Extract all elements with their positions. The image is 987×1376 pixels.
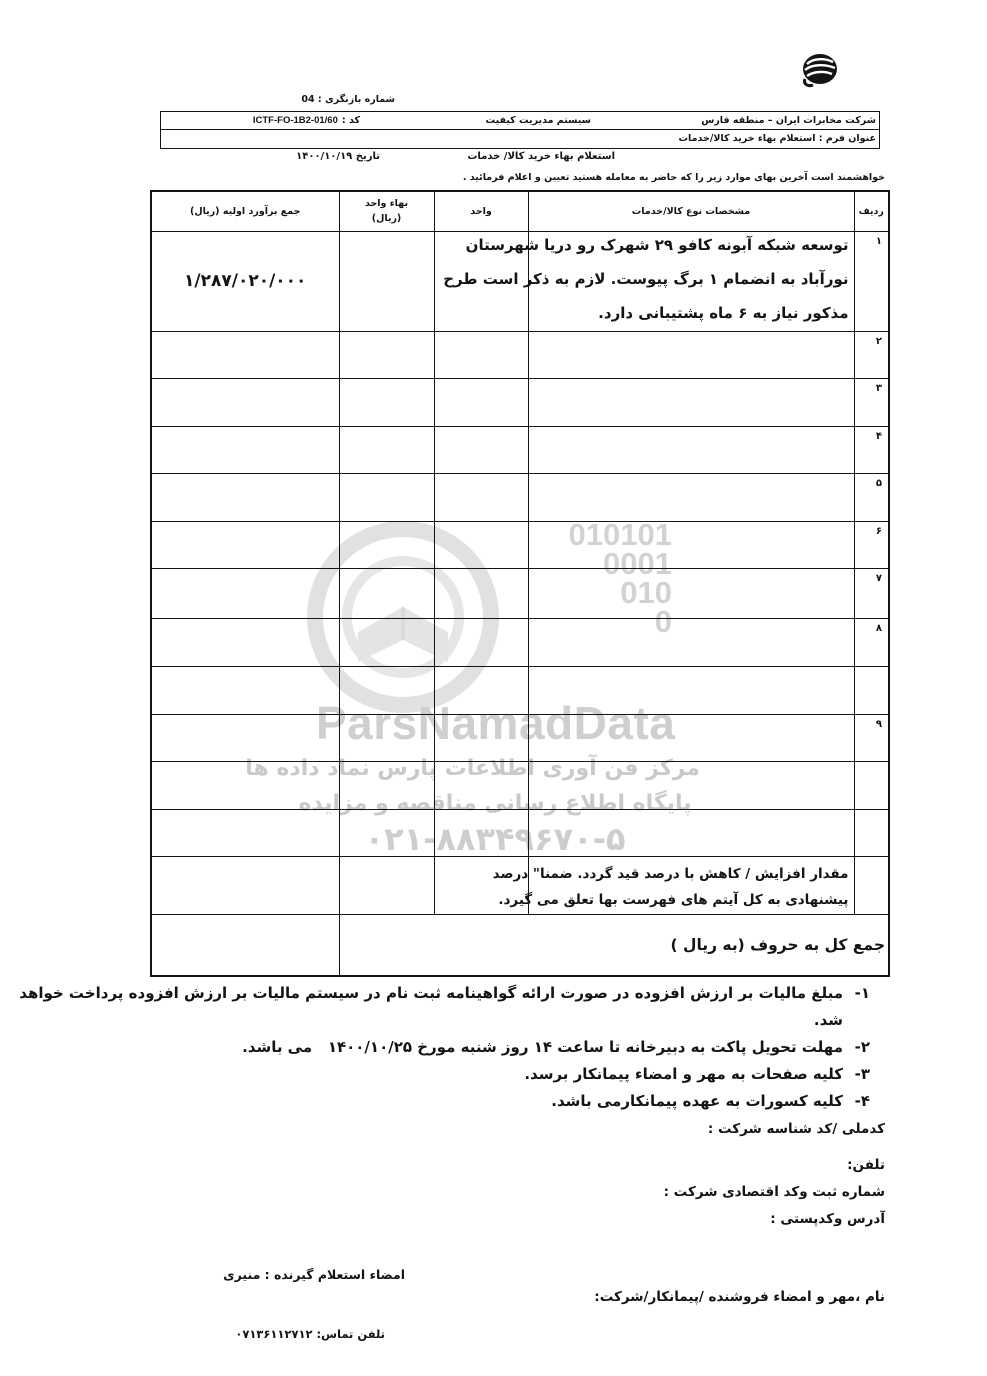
watermark-line: مرکز فن آوری اطلاعات پارس نماد داده ها bbox=[245, 756, 700, 781]
note-text bbox=[242, 1034, 843, 1061]
table-row bbox=[151, 331, 889, 378]
unit-price-cell bbox=[339, 761, 434, 809]
form-code bbox=[253, 112, 360, 130]
note-text bbox=[19, 980, 843, 1034]
estimate-total-cell bbox=[151, 521, 339, 568]
note-text bbox=[551, 1088, 843, 1115]
phone-label: تلفن: bbox=[847, 1157, 885, 1173]
row-number-cell: ۳ bbox=[854, 378, 889, 426]
item-spec-line: نورآباد به انضمام ۱ برگ پیوست. لازم به ذکر است طرح bbox=[443, 269, 849, 288]
form-header-row bbox=[161, 130, 879, 148]
note-number: ۴- bbox=[854, 1092, 870, 1110]
table-row bbox=[151, 618, 889, 666]
column-header-unit: واحد bbox=[434, 191, 528, 231]
unit-price-cell bbox=[339, 618, 434, 666]
watermark-bits-line: 010 bbox=[620, 575, 672, 610]
table-row bbox=[151, 426, 889, 473]
unit-price-cell bbox=[339, 231, 434, 331]
adjustment-note-cell bbox=[492, 856, 854, 914]
estimate-total-cell bbox=[151, 761, 339, 809]
note-item bbox=[125, 1088, 870, 1115]
adjustment-note-line: پیشنهادی به کل آیتم های فهرست بها تعلق می گیرد. bbox=[498, 891, 849, 908]
estimate-total-cell bbox=[151, 568, 339, 618]
estimate-total-cell bbox=[151, 426, 339, 473]
registration-label: شماره ثبت وکد اقتصادی شرکت : bbox=[663, 1184, 885, 1200]
item-spec-cell bbox=[528, 378, 854, 426]
contact-phone: تلفن تماس: ۰۷۱۳۶۱۱۲۷۱۲ bbox=[235, 1327, 385, 1341]
row-number-cell: ۵ bbox=[854, 473, 889, 521]
document-title: استعلام بهاء خرید کالا/ خدمات bbox=[467, 151, 615, 162]
unit-price-cell bbox=[339, 856, 434, 914]
unit-cell bbox=[434, 521, 528, 568]
estimate-total-cell bbox=[151, 331, 339, 378]
row-number-cell: ۱ bbox=[854, 231, 889, 331]
note-line: کلیه کسورات به عهده پیمانکارمی باشد. bbox=[551, 1092, 843, 1110]
estimate-total-cell bbox=[151, 666, 339, 714]
notes-list bbox=[19, 980, 870, 1115]
item-spec-cell bbox=[528, 714, 854, 761]
unit-cell bbox=[434, 714, 528, 761]
table-row bbox=[151, 568, 889, 618]
estimate-total-cell bbox=[151, 809, 339, 856]
unit-cell bbox=[434, 331, 528, 378]
note-line: مهلت تحویل پاکت به دبیرخانه تا ساعت ۱۴ روز شنبه مورخ ۱۴۰۰/۱۰/۲۵ می باشد. bbox=[242, 1038, 843, 1056]
note-line: شد. bbox=[813, 1011, 843, 1029]
unit-cell bbox=[434, 378, 528, 426]
unit-cell bbox=[434, 761, 528, 809]
note-line: کلیه صفحات به مهر و امضاء پیمانکار برسد. bbox=[524, 1065, 843, 1083]
estimate-total-cell bbox=[151, 378, 339, 426]
system-name: سیستم مدیریت کیفیت bbox=[485, 115, 591, 126]
form-title: عنوان فرم : استعلام بهاء خرید کالا/خدمات bbox=[678, 133, 876, 144]
unit-price-cell bbox=[339, 809, 434, 856]
estimate-total-cell bbox=[151, 856, 339, 914]
row-number-cell bbox=[854, 761, 889, 809]
unit-cell bbox=[434, 666, 528, 714]
table-row bbox=[151, 761, 889, 809]
item-spec-line: توسعه شبکه آبونه کافو ۲۹ شهرک رو دریا شهرستان bbox=[465, 235, 849, 254]
form-header-row bbox=[161, 112, 879, 130]
table-body bbox=[151, 231, 889, 856]
row-number-cell bbox=[854, 666, 889, 714]
total-in-words-value-cell bbox=[151, 914, 339, 976]
items-table bbox=[150, 190, 890, 977]
document-date: تاریخ ۱۴۰۰/۱۰/۱۹ bbox=[296, 151, 380, 162]
row-number-cell: ۷ bbox=[854, 568, 889, 618]
address-label: آدرس وکدپستی : bbox=[770, 1211, 885, 1227]
note-line: مبلغ مالیات بر ارزش افزوده در صورت ارائه گواهینامه ثبت نام در سیستم مالیات بر ارزش افزوده پرداخت خواهد bbox=[19, 984, 843, 1002]
row-number-cell bbox=[854, 809, 889, 856]
unit-price-currency: (ریال) bbox=[371, 213, 402, 225]
column-header-spec: مشخصات نوع کالا/خدمات bbox=[528, 191, 854, 231]
item-spec-cell bbox=[528, 426, 854, 473]
adjustment-note-row bbox=[151, 856, 889, 914]
row-number-cell: ۹ bbox=[854, 714, 889, 761]
watermark-bits-line: 010101 bbox=[568, 517, 672, 552]
watermark-bits-line: 0001 bbox=[603, 546, 672, 581]
column-header-estimate-total: جمع برآورد اولیه (ریال) bbox=[151, 191, 339, 231]
note-item bbox=[125, 1034, 870, 1061]
estimate-total-cell bbox=[151, 714, 339, 761]
unit-price-cell bbox=[339, 378, 434, 426]
item-spec-cell bbox=[528, 331, 854, 378]
watermark-brand: ParsNamadData bbox=[316, 697, 676, 749]
table-row bbox=[151, 521, 889, 568]
unit-price-cell bbox=[339, 714, 434, 761]
unit-price-cell bbox=[339, 331, 434, 378]
row-number-cell: ۸ bbox=[854, 618, 889, 666]
table-header-row bbox=[151, 191, 889, 231]
national-id-label: کدملی /کد شناسه شرکت : bbox=[707, 1121, 885, 1137]
table-row bbox=[151, 231, 889, 331]
receiver-signature-label: امضاء استعلام گیرنده : منیری bbox=[223, 1267, 405, 1282]
unit-cell bbox=[434, 473, 528, 521]
row-number-cell: ۶ bbox=[854, 521, 889, 568]
row-number-cell bbox=[854, 856, 889, 914]
item-spec-cell bbox=[528, 473, 854, 521]
note-number: ۳- bbox=[854, 1065, 870, 1083]
watermark-phone: ۰۲۱-۸۸۳۴۹۶۷۰-۵ bbox=[364, 820, 626, 858]
unit-price-cell bbox=[339, 473, 434, 521]
unit-price-cell bbox=[339, 521, 434, 568]
note-text bbox=[524, 1061, 843, 1088]
table-footer bbox=[151, 856, 889, 976]
unit-price-label: بهاء واحد bbox=[364, 198, 409, 210]
item-spec-line: مذکور نیاز به ۶ ماه پشتیبانی دارد. bbox=[598, 303, 849, 322]
estimate-total-cell bbox=[151, 473, 339, 521]
estimate-total-cell: ۱/۲۸۷/۰۲۰/۰۰۰ bbox=[151, 231, 339, 331]
company-name: شرکت مخابرات ایران – منطقه فارس bbox=[701, 115, 876, 126]
request-sentence: خواهشمند است آخرین بهای موارد زیر را که حاضر به معامله هستید تعیین و اعلام فرمائید . bbox=[462, 172, 885, 183]
company-logo bbox=[799, 52, 839, 88]
unit-price-cell bbox=[339, 426, 434, 473]
table-row bbox=[151, 473, 889, 521]
item-spec-cell bbox=[443, 231, 854, 331]
column-header-row-number: ردیف bbox=[854, 191, 889, 231]
note-item bbox=[19, 980, 870, 1034]
item-spec-cell bbox=[528, 618, 854, 666]
item-spec-cell bbox=[528, 568, 854, 618]
note-number: ۱- bbox=[854, 984, 870, 1002]
total-in-words-row bbox=[151, 914, 889, 976]
form-header bbox=[160, 111, 880, 149]
unit-cell bbox=[434, 426, 528, 473]
note-number: ۲- bbox=[854, 1038, 870, 1056]
table-row bbox=[151, 378, 889, 426]
vendor-signature-label: نام ،مهر و امضاء فروشنده /پیمانکار/شرکت: bbox=[594, 1289, 885, 1305]
total-in-words-label: جمع کل به حروف (به ریال ) bbox=[339, 914, 889, 976]
table-row bbox=[151, 666, 889, 714]
row-number-cell: ۴ bbox=[854, 426, 889, 473]
table-row bbox=[151, 714, 889, 761]
unit-price-cell bbox=[339, 568, 434, 618]
table-row bbox=[151, 809, 889, 856]
note-item bbox=[125, 1061, 870, 1088]
estimate-total-cell bbox=[151, 618, 339, 666]
row-number-cell: ۲ bbox=[854, 331, 889, 378]
watermark-line: پایگاه اطلاع رسانی مناقصه و مزایده bbox=[298, 791, 692, 816]
item-spec-cell bbox=[528, 666, 854, 714]
column-header-unit-price bbox=[339, 191, 434, 231]
item-spec-cell bbox=[528, 809, 854, 856]
unit-cell bbox=[434, 568, 528, 618]
unit-price-cell bbox=[339, 666, 434, 714]
revision-number: شماره بازنگری : 04 bbox=[301, 94, 395, 105]
item-spec-cell bbox=[528, 517, 854, 568]
adjustment-note-line: مقدار افزایش / کاهش با درصد قید گردد. ضمنا" درصد bbox=[492, 865, 849, 882]
unit-cell bbox=[434, 618, 528, 666]
item-spec-cell bbox=[528, 761, 854, 809]
watermark-bits-line: 0 bbox=[654, 604, 672, 639]
unit-cell bbox=[434, 809, 528, 856]
form-code-label: کد : bbox=[341, 115, 360, 126]
form-code-value: ICTF-FO-1B2-01/60 bbox=[252, 115, 338, 126]
